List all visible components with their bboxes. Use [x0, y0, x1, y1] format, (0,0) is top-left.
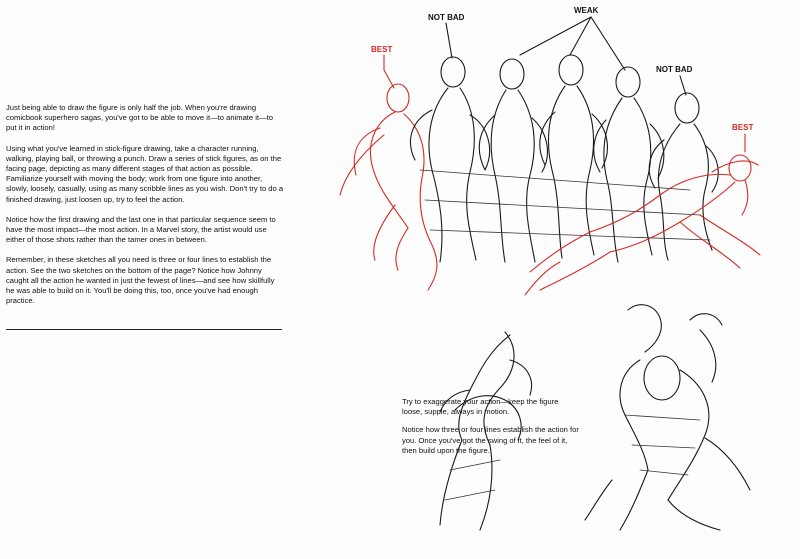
caption-exaggerate: Try to exaggerate your action—keep the figure loose, supple, always in motion.	[402, 397, 559, 417]
label-best-left: BEST	[371, 45, 393, 54]
paragraph-impact: Notice how the first drawing and the last one in that particular sequence seem to have the most impact—the most action. In a Marvel story, the artist would use either of those shots rather than the tamer ones in between.	[6, 214, 276, 245]
pointer-weak	[520, 17, 625, 70]
caption-three-lines: Notice how three or four lines establish the action for you. Once you've got the swing of it, the feel of it, then build upon the figure.	[402, 425, 579, 455]
paragraph-remember: Remember, in these sketches all you need is three or four lines to establish the action. See the two sketches on the bottom of the page? Notice how Johnny caught all the action he wanted in just the fewest of lines—and see how skillfully he was able to build on it. You'll be doing this, too, once you've had enough practice.	[6, 255, 275, 306]
gesture-sketch	[440, 332, 532, 530]
pointer-not-bad-left	[446, 23, 452, 58]
label-pointers	[384, 17, 745, 152]
pointer-best-left	[384, 55, 394, 88]
figure-best-right	[525, 155, 760, 295]
figure-best-left	[340, 84, 437, 290]
paragraph-intro: Just being able to draw the figure is only half the job. When you're drawing comicbook superhero sagas, you've got to be able to move it—to animate it—to put it in action!	[6, 103, 273, 133]
label-best-right: BEST	[732, 123, 754, 132]
figures-weak-sequence	[410, 55, 718, 262]
built-figure-sketch	[585, 305, 750, 530]
label-not-bad-left: NOT BAD	[428, 13, 465, 22]
label-weak: WEAK	[574, 6, 599, 15]
paragraph-stick-figures: Using what you've learned in stick-figure drawing, take a character running, walking, playing ball, or throwing a punch. Draw a series of stick figures, as on the facing page, depicting as many different stages of that action as possible. Familiarize yourself with moving the body; work from one figure into another, slowly, loosely, casually, using as many scribble lines as you wish. Don't try to do a finished drawing, just loosen up, try to feel the action.	[6, 143, 284, 204]
pointer-not-bad-right	[680, 76, 686, 95]
label-not-bad-right: NOT BAD	[656, 65, 693, 74]
